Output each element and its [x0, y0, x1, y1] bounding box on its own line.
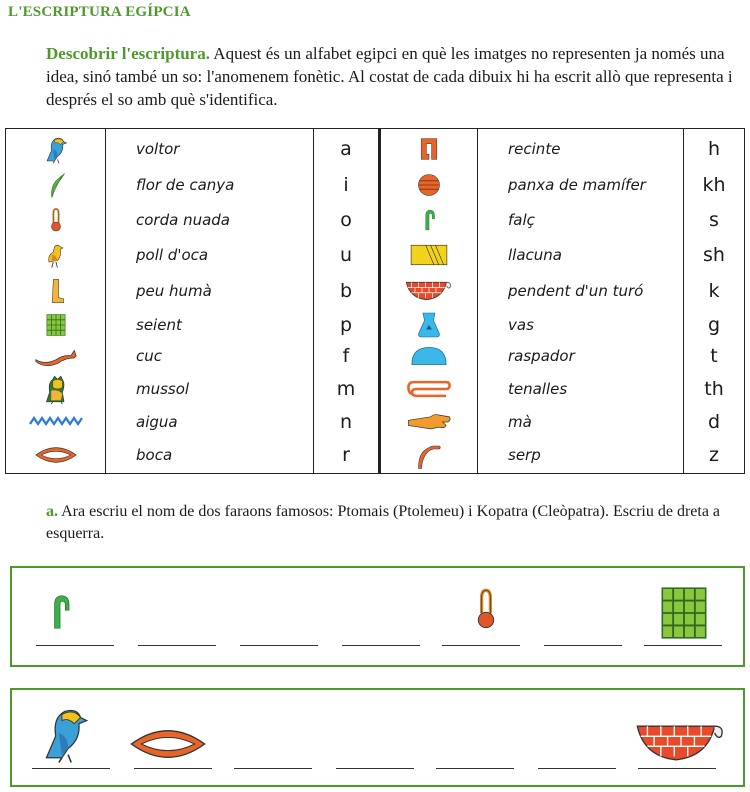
table-row — [6, 409, 745, 437]
foot-icon — [43, 276, 69, 306]
table-row — [6, 342, 745, 370]
hieroglyph-meaning: mà — [478, 409, 684, 437]
hieroglyph-sound: r — [314, 436, 380, 473]
hieroglyph-meaning: panxa de mamífer — [478, 168, 684, 202]
answer-slot[interactable] — [638, 768, 716, 770]
table-row — [6, 273, 745, 307]
hieroglyph-meaning: flor de canya — [106, 168, 314, 202]
hieroglyph-meaning: tenalles — [478, 370, 684, 409]
cobra-icon — [414, 439, 444, 471]
table-row — [6, 168, 745, 202]
water-icon — [28, 414, 84, 430]
answer-slot[interactable] — [544, 645, 622, 647]
answer-slot[interactable] — [442, 645, 520, 647]
answer-slot[interactable] — [436, 768, 514, 770]
hieroglyph-sound: p — [314, 308, 380, 342]
alphabet-table — [5, 128, 745, 474]
hieroglyph-sound: s — [684, 202, 745, 236]
pool-icon — [409, 242, 449, 268]
table-row — [6, 202, 745, 236]
exercise-letter: a. — [46, 503, 58, 520]
hieroglyph-meaning: poll d'oca — [106, 237, 314, 274]
quail-chick-icon — [42, 239, 70, 271]
hieroglyph-meaning: falç — [478, 202, 684, 236]
hieroglyph-meaning: cuc — [106, 342, 314, 370]
stool-icon — [652, 582, 716, 644]
answer-slot[interactable] — [538, 768, 616, 770]
intro-lead: Descobrir l'escriptura. — [46, 44, 210, 63]
table-row — [6, 436, 745, 473]
hieroglyph-meaning: boca — [106, 436, 314, 473]
hieroglyph-meaning: llacuna — [478, 237, 684, 274]
hieroglyph-sound: f — [314, 342, 380, 370]
reed-leaf-icon — [42, 170, 70, 200]
hieroglyph-sound: i — [314, 168, 380, 202]
vulture-icon — [34, 702, 96, 764]
horned-viper-icon — [33, 345, 79, 367]
hieroglyph-sound: u — [314, 237, 380, 274]
answer-slot[interactable] — [36, 645, 114, 647]
hieroglyph-meaning: raspador — [478, 342, 684, 370]
hieroglyph-meaning: peu humà — [106, 273, 314, 307]
folded-cloth-icon — [418, 205, 440, 235]
answer-box-cleopatra — [10, 688, 745, 787]
hieroglyph-meaning: voltor — [106, 129, 314, 169]
bread-loaf-icon — [408, 344, 450, 368]
hieroglyph-meaning: seient — [106, 308, 314, 342]
hieroglyph-sound: k — [684, 273, 745, 307]
mouth-icon — [128, 724, 208, 764]
hand-icon — [405, 410, 453, 434]
hieroglyph-sound: t — [684, 342, 745, 370]
hieroglyph-sound: kh — [684, 168, 745, 202]
vulture-icon — [41, 132, 71, 166]
hieroglyph-sound: b — [314, 273, 380, 307]
hieroglyph-meaning: recinte — [478, 129, 684, 169]
hieroglyph-sound: th — [684, 370, 745, 409]
mouth-icon — [34, 444, 78, 466]
tether-icon — [405, 377, 453, 401]
answer-slot[interactable] — [32, 768, 110, 770]
answer-box-ptolemy — [10, 566, 745, 667]
table-row — [6, 308, 745, 342]
hieroglyph-sound: o — [314, 202, 380, 236]
hieroglyph-meaning: serp — [478, 436, 684, 473]
stool-icon — [43, 311, 69, 339]
hieroglyph-sound: sh — [684, 237, 745, 274]
answer-slot[interactable] — [138, 645, 216, 647]
hieroglyph-sound: d — [684, 409, 745, 437]
folded-cloth-icon — [42, 584, 78, 640]
hieroglyph-meaning: aigua — [106, 409, 314, 437]
knotted-rope-icon — [464, 578, 508, 640]
hieroglyph-meaning: mussol — [106, 370, 314, 409]
table-row — [6, 129, 745, 169]
hieroglyph-sound: z — [684, 436, 745, 473]
hieroglyph-sound: g — [684, 308, 745, 342]
exercise-instruction — [46, 501, 746, 545]
jar-stand-icon — [414, 310, 444, 340]
courtyard-icon — [416, 135, 442, 163]
exercise-text: Ara escriu el nom de dos faraons famosos: Ptomais (Ptolemeu) i Kopatra (Cleòpatra). Escriu de dreta a esquerra. — [46, 503, 721, 542]
page-title: L'ESCRIPTURA EGÍPCIA — [8, 4, 191, 20]
answer-slot[interactable] — [134, 768, 212, 770]
hill-slope-icon — [634, 716, 728, 770]
answer-slot[interactable] — [240, 645, 318, 647]
table-row — [6, 370, 745, 409]
answer-slot[interactable] — [644, 645, 722, 647]
intro-text: Aquest és un alfabet egipci en què les imatges no representen ja només una idea, sinó també un so: l'anomenem fonètic. Al costat de cada dibuix hi ha escrit allò que representa i després el so amb què s'identifica. — [46, 44, 733, 109]
knotted-rope-icon — [43, 205, 69, 235]
hieroglyph-sound: a — [314, 129, 380, 169]
hieroglyph-meaning: vas — [478, 308, 684, 342]
answer-slot[interactable] — [342, 645, 420, 647]
owl-icon — [40, 372, 72, 406]
answer-slot[interactable] — [336, 768, 414, 770]
intro-paragraph — [46, 42, 746, 111]
table-row — [6, 237, 745, 274]
hieroglyph-meaning: corda nuada — [106, 202, 314, 236]
hieroglyph-sound: m — [314, 370, 380, 409]
hieroglyph-sound: n — [314, 409, 380, 437]
hieroglyph-meaning: pendent d'un turó — [478, 273, 684, 307]
hieroglyph-sound: h — [684, 129, 745, 169]
hill-slope-icon — [404, 277, 454, 305]
placenta-icon — [415, 171, 443, 199]
answer-slot[interactable] — [234, 768, 312, 770]
